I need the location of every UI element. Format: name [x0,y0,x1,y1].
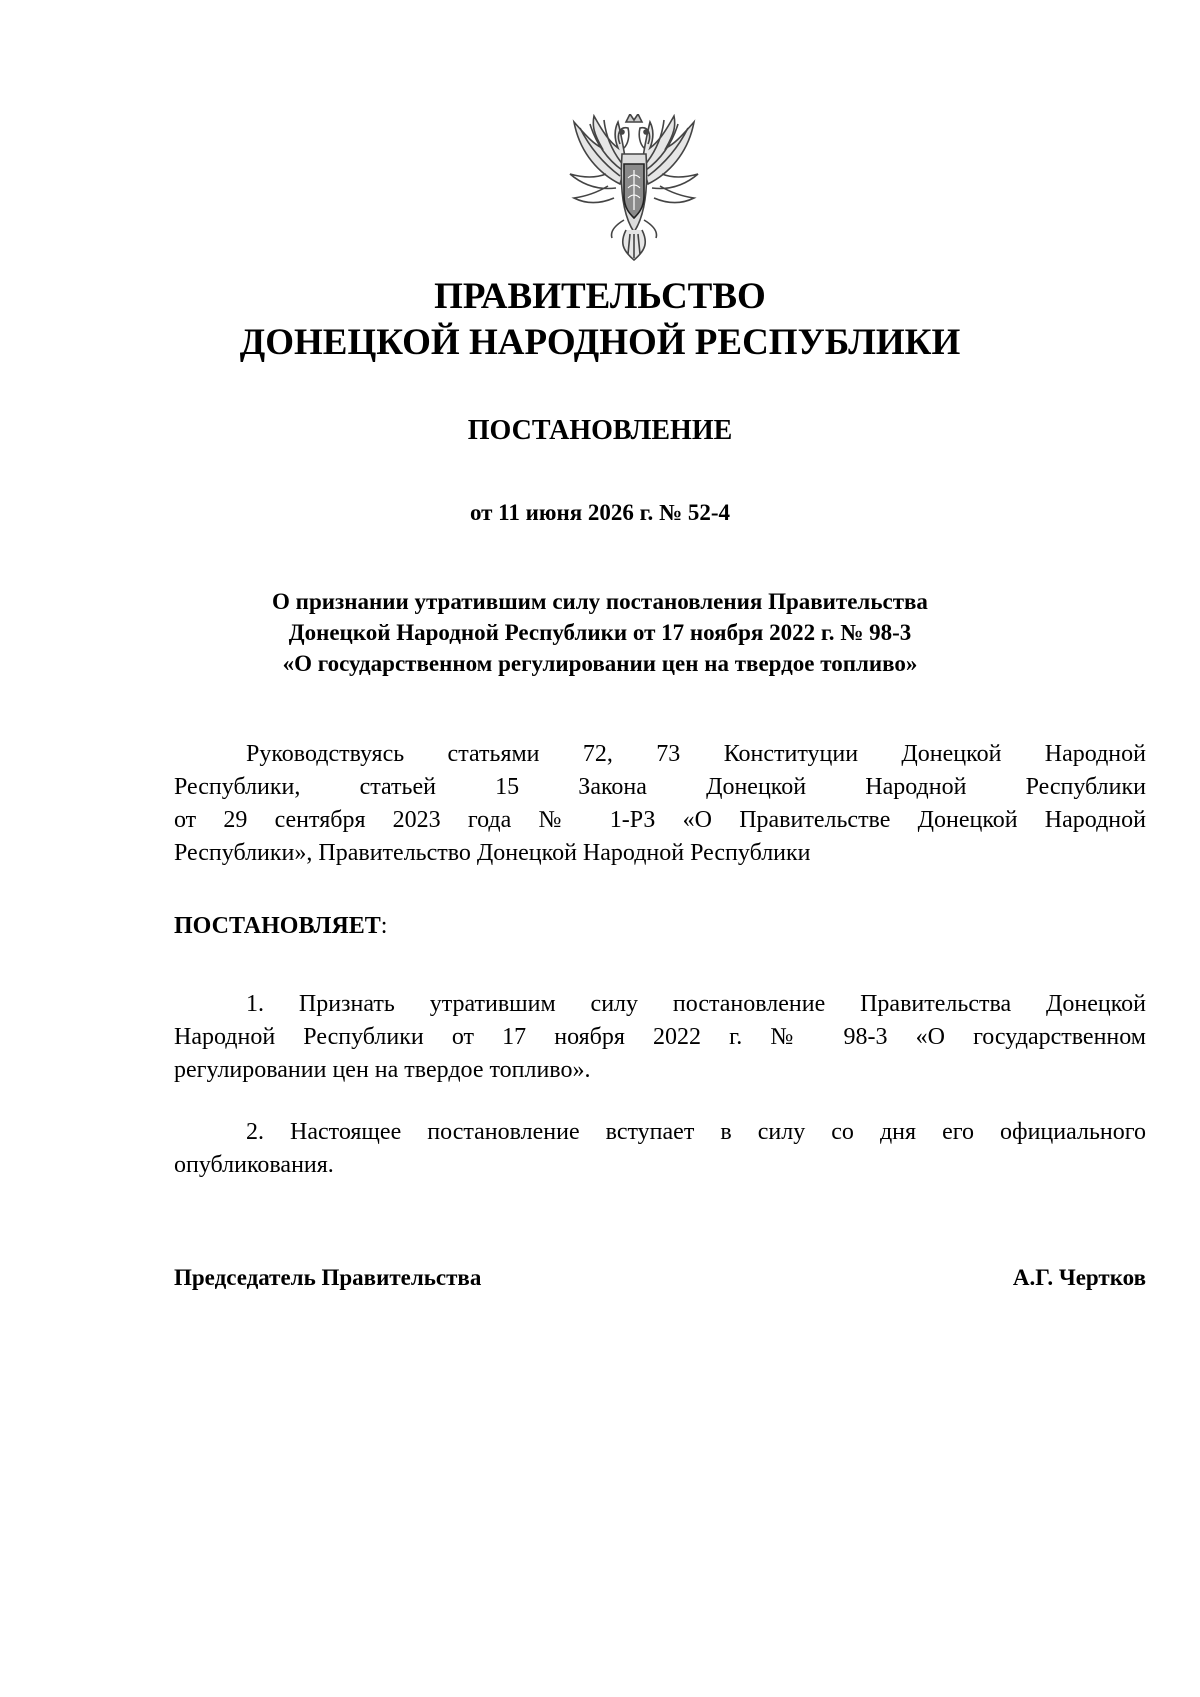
preamble-line: Руководствуясь статьями 72, 73 Конституции Донецкой Народной [246,741,1146,767]
subject-line: О признании утратившим силу постановления Правительства [272,589,928,614]
item-line: 1. Признать утратившим силу постановление Правительства Донецкой [246,991,1146,1017]
signatory-position: Председатель Правительства [174,1265,482,1290]
document-type: ПОСТАНОВЛЕНИЕ [467,415,733,446]
signatory-name: А.Г. Чертков [1012,1265,1146,1290]
org-title-line2: ДОНЕЦКОЙ НАРОДНОЙ РЕСПУБЛИКИ [239,322,961,363]
document-date-number: от 11 июня 2026 г. № 52-4 [469,500,731,525]
item-line: регулировании цен на твердое топливо». [174,1057,591,1083]
item-line: 2. Настоящее постановление вступает в силу со дня его официального [246,1119,1146,1145]
preamble-line: от 29 сентября 2023 года № 1-РЗ «О Правительстве Донецкой Народной [174,807,1146,833]
subject-line: «О государственном регулировании цен на твердое топливо» [282,651,918,676]
decree-colon: : [380,913,388,939]
coat-of-arms-icon [560,114,708,264]
decree-heading [174,910,387,942]
signature-block [174,1263,1146,1293]
item-line: опубликования. [174,1152,334,1178]
item-line: Народной Республики от 17 ноября 2022 г. № 98-3 «О государственном [174,1024,1146,1050]
decree-word: ПОСТАНОВЛЯЕТ [174,913,381,939]
org-title-line1: ПРАВИТЕЛЬСТВО [434,276,766,317]
item-2-paragraph [174,1116,1146,1182]
preamble-line: Республики», Правительство Донецкой Народной Республики [174,840,811,866]
item-1-paragraph [174,988,1146,1087]
document-subject [0,586,1200,679]
preamble-paragraph [174,738,1146,870]
preamble-line: Республики, статьей 15 Закона Донецкой Народной Республики [174,774,1146,800]
subject-line: Донецкой Народной Республики от 17 ноября 2022 г. № 98-3 [288,620,912,645]
